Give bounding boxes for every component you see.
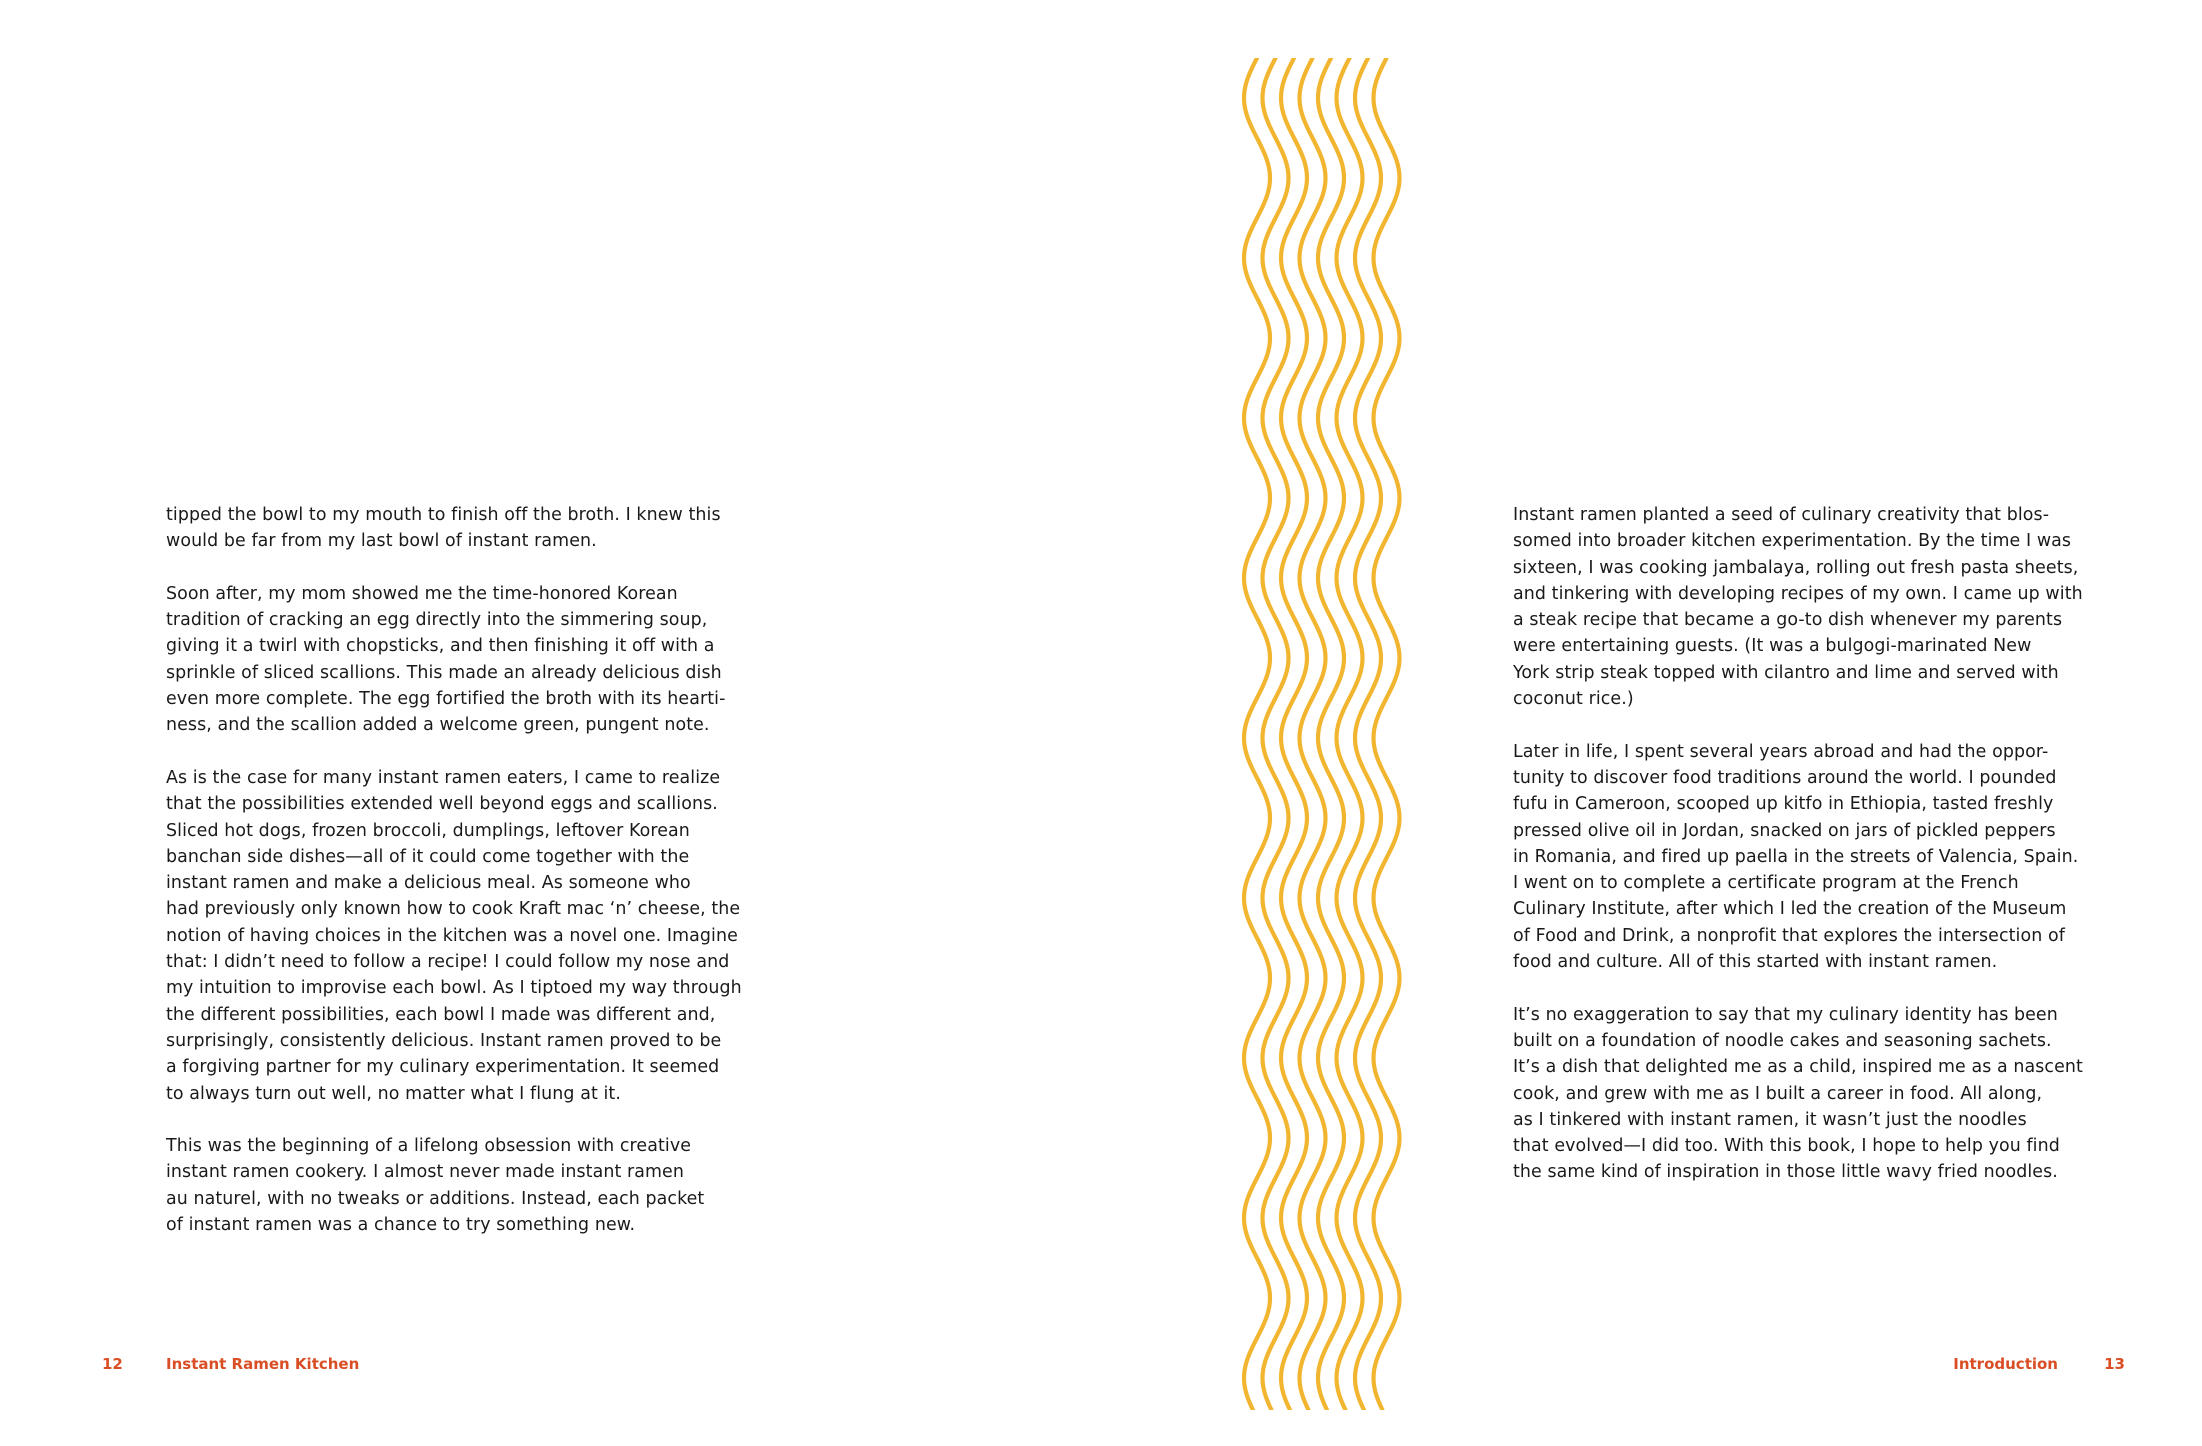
noodle-strand (1374, 58, 1400, 1410)
text-line: to always turn out well, no matter what I flung at it. (166, 1083, 621, 1104)
text-line: as I tinkered with instant ramen, it wasn’t just the noodles (1513, 1109, 2027, 1130)
text-line: As is the case for many instant ramen eaters, I came to realize (166, 767, 721, 788)
left-page-body-text (166, 502, 742, 1238)
text-line: that evolved—I did too. With this book, I hope to help you find (1513, 1136, 2060, 1157)
text-line: tradition of cracking an egg directly into the simmering soup, (166, 610, 708, 631)
text-line: fufu in Cameroon, scooped up kitfo in Ethiopia, tasted freshly (1513, 794, 2054, 815)
noodle-strand (1318, 58, 1344, 1410)
paragraph (1513, 502, 2083, 712)
noodle-strand (1244, 58, 1270, 1410)
text-line: Later in life, I spent several years abroad and had the oppor- (1513, 741, 2049, 762)
text-line: ness, and the scallion added a welcome green, pungent note. (166, 715, 710, 736)
text-line: and tinkering with developing recipes of my own. I came up with (1513, 583, 2083, 604)
text-line: notion of having choices in the kitchen was a novel one. Imagine (166, 925, 738, 946)
paragraph (1513, 1002, 2083, 1186)
text-line: tunity to discover food traditions around the world. I pounded (1513, 767, 2057, 788)
text-line: had previously only known how to cook Kraft mac ‘n’ cheese, the (166, 899, 741, 920)
text-line: somed into broader kitchen experimentation. By the time I was (1513, 531, 2072, 552)
text-line: It’s no exaggeration to say that my culinary identity has been (1513, 1004, 2058, 1025)
noodle-strand (1263, 58, 1289, 1410)
text-line: Soon after, my mom showed me the time-honored Korean (166, 583, 678, 604)
paragraph (166, 502, 742, 555)
right-running-title: Introduction (1953, 1355, 2058, 1373)
paragraph-spacer (166, 739, 742, 765)
paragraph (166, 581, 742, 739)
text-line: Sliced hot dogs, frozen broccoli, dumplings, leftover Korean (166, 820, 690, 841)
text-line: of Food and Drink, a nonprofit that explores the intersection of (1513, 925, 2065, 946)
paragraph-spacer (1513, 975, 2083, 1001)
text-line: York strip steak topped with cilantro and lime and served with (1513, 662, 2059, 683)
text-line: that: I didn’t need to follow a recipe! I could follow my nose and (166, 952, 730, 973)
paragraph-spacer (166, 555, 742, 581)
paragraph (166, 765, 742, 1107)
paragraph (166, 1133, 742, 1238)
text-line: sixteen, I was cooking jambalaya, rolling out fresh pasta sheets, (1513, 557, 2079, 578)
paragraph (1513, 739, 2083, 976)
text-line: It’s a dish that delighted me as a child, inspired me as a nascent (1513, 1057, 2083, 1078)
text-line: I went on to complete a certificate program at the French (1513, 873, 2019, 894)
paragraph-spacer (166, 1107, 742, 1133)
text-line: tipped the bowl to my mouth to finish off the broth. I knew this (166, 505, 721, 525)
text-line: were entertaining guests. (It was a bulgogi-marinated New (1513, 636, 2032, 657)
text-line: Culinary Institute, after which I led the creation of the Museum (1513, 899, 2067, 920)
text-line: surprisingly, consistently delicious. Instant ramen proved to be (166, 1030, 722, 1051)
text-line: my intuition to improvise each bowl. As I tiptoed my way through (166, 978, 742, 999)
text-line: au naturel, with no tweaks or additions. Instead, each packet (166, 1188, 705, 1209)
text-line: of instant ramen was a chance to try something new. (166, 1215, 636, 1236)
text-line: cook, and grew with me as I built a career in food. All along, (1513, 1083, 2043, 1104)
text-line: Instant ramen planted a seed of culinary creativity that blos- (1513, 505, 2050, 525)
noodle-strand (1281, 58, 1307, 1410)
text-line: pressed olive oil in Jordan, snacked on jars of pickled peppers (1513, 820, 2056, 841)
text-line: giving it a twirl with chopsticks, and then finishing it off with a (166, 636, 715, 657)
text-line: This was the beginning of a lifelong obsession with creative (166, 1136, 692, 1157)
text-line: the different possibilities, each bowl I made was different and, (166, 1004, 716, 1025)
noodle-strand (1300, 58, 1326, 1410)
wavy-noodles-icon (1226, 58, 1406, 1410)
noodle-strand (1355, 58, 1381, 1410)
text-line: a steak recipe that became a go-to dish whenever my parents (1513, 610, 2063, 631)
text-line: in Romania, and fired up paella in the streets of Valencia, Spain. (1513, 846, 2079, 867)
text-line: a forgiving partner for my culinary experimentation. It seemed (166, 1057, 720, 1078)
text-line: built on a foundation of noodle cakes and seasoning sachets. (1513, 1030, 2052, 1051)
text-line: even more complete. The egg fortified the broth with its hearti- (166, 689, 726, 710)
text-line: sprinkle of sliced scallions. This made an already delicious dish (166, 662, 722, 683)
noodle-strand (1337, 58, 1363, 1410)
text-line: coconut rice.) (1513, 689, 1634, 710)
text-line: the same kind of inspiration in those little wavy fried noodles. (1513, 1162, 2058, 1183)
right-page-number: 13 (2104, 1355, 2125, 1373)
text-line: food and culture. All of this started with instant ramen. (1513, 952, 1998, 973)
text-line: would be far from my last bowl of instant ramen. (166, 531, 597, 552)
text-line: banchan side dishes—all of it could come together with the (166, 846, 690, 867)
right-page-body-text (1513, 502, 2083, 1186)
text-line: instant ramen and make a delicious meal. As someone who (166, 873, 691, 894)
left-page-number: 12 (102, 1355, 123, 1373)
paragraph-spacer (1513, 712, 2083, 738)
left-running-title: Instant Ramen Kitchen (166, 1355, 360, 1373)
text-line: instant ramen cookery. I almost never made instant ramen (166, 1162, 684, 1183)
text-line: that the possibilities extended well beyond eggs and scallions. (166, 794, 718, 815)
